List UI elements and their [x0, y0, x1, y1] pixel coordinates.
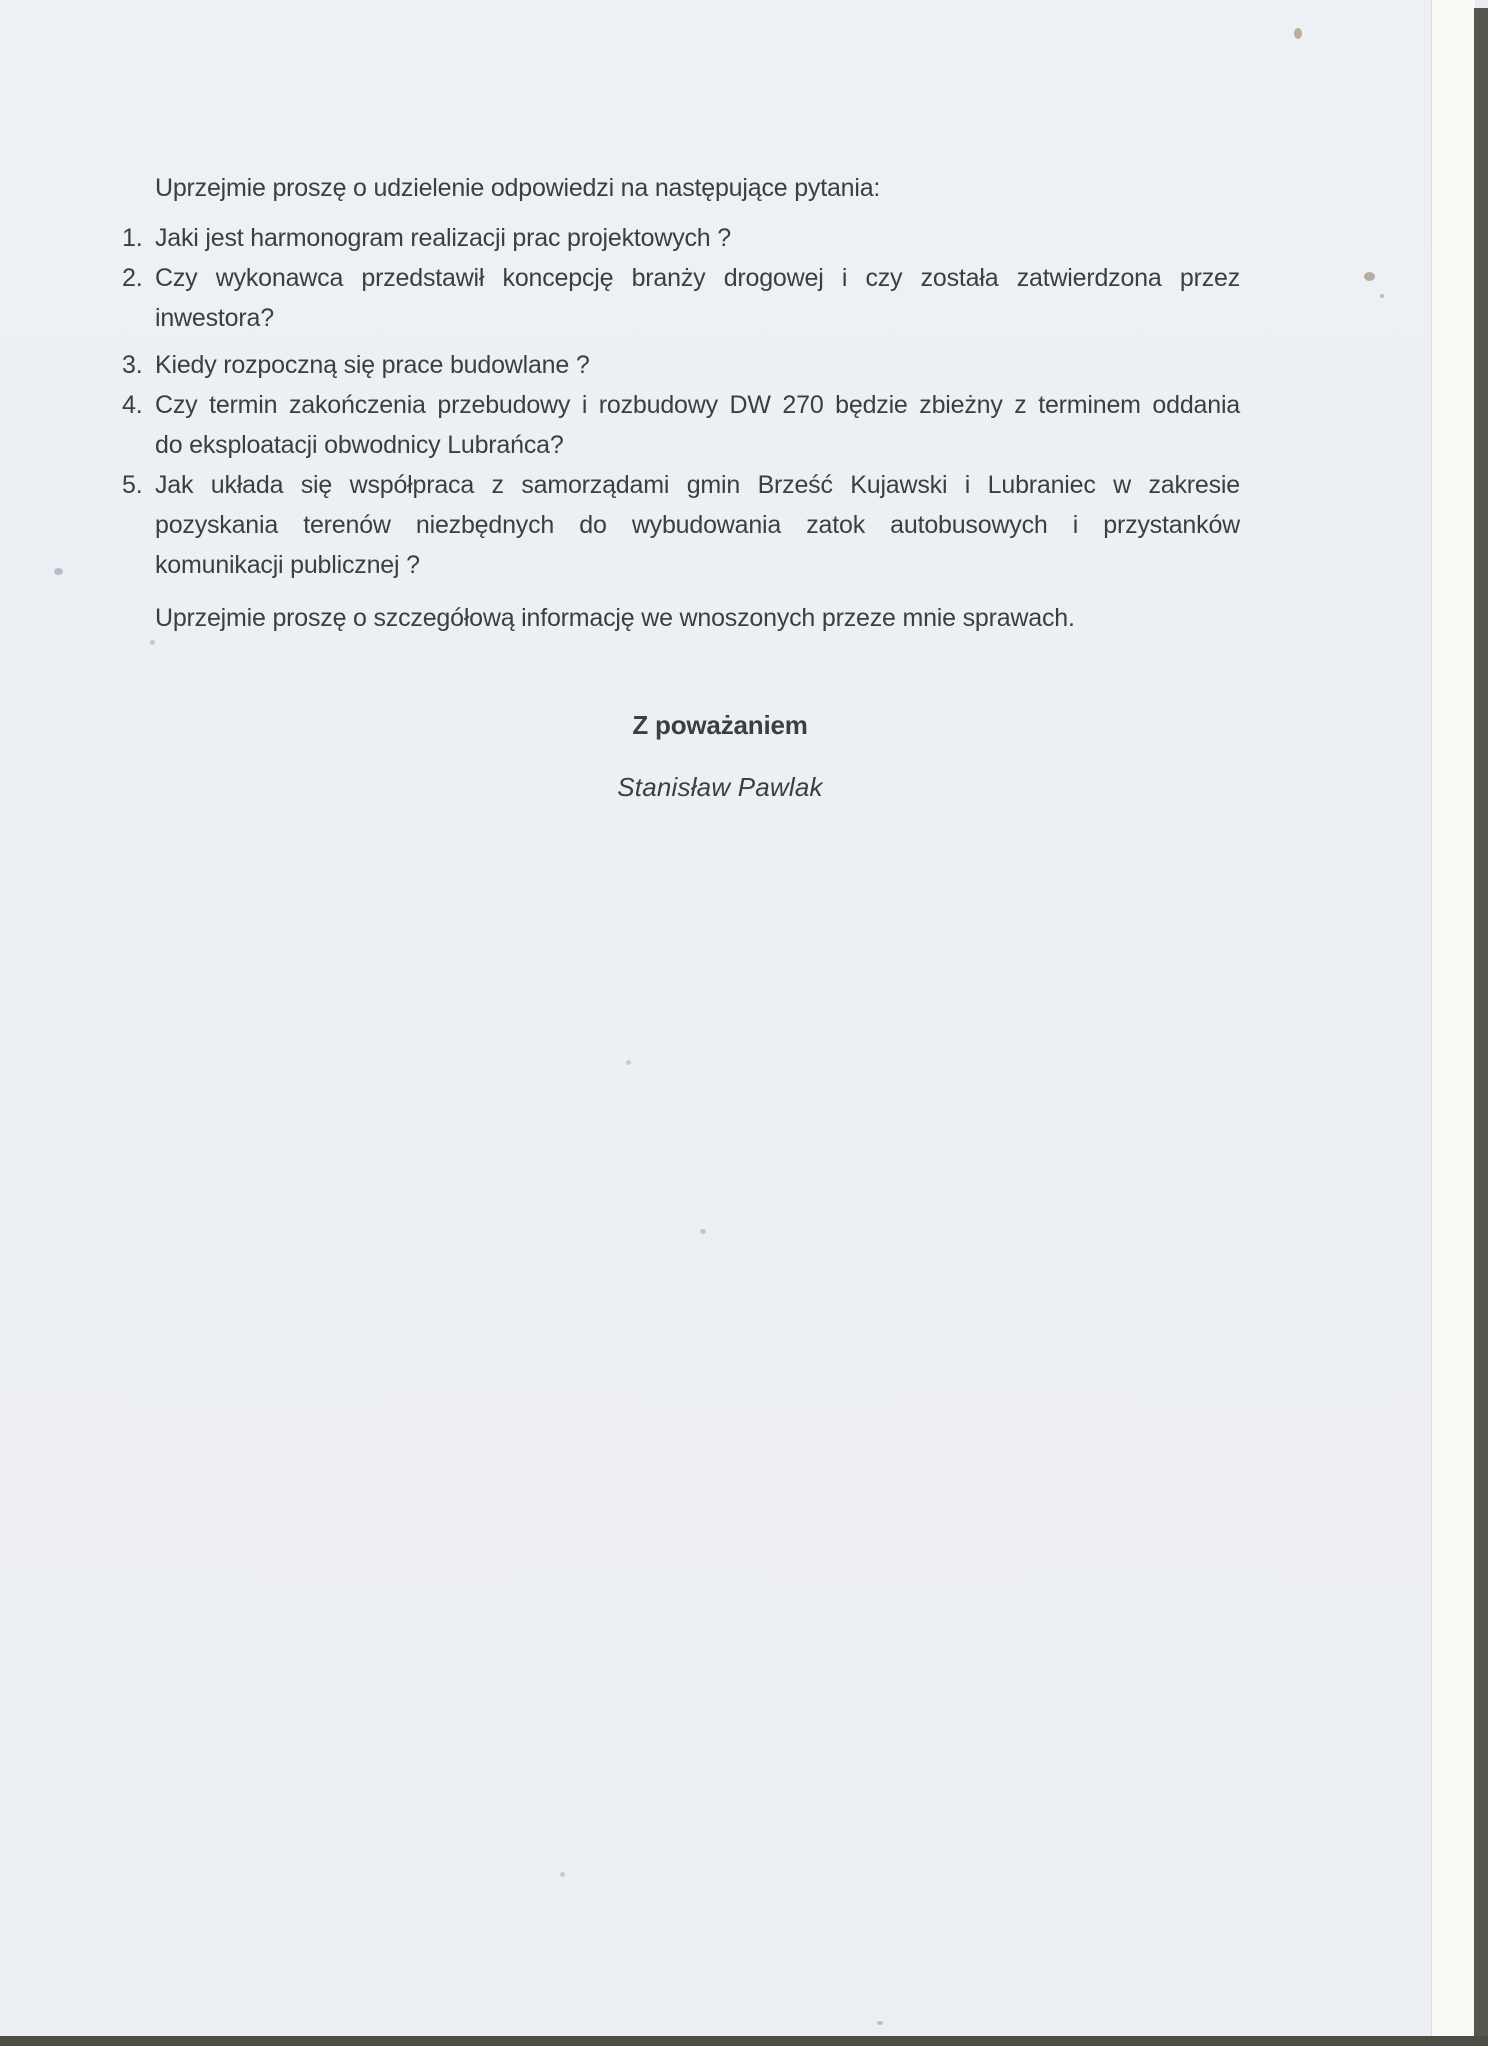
question-number: 4. — [122, 391, 143, 419]
closing-paragraph: Uprzejmie proszę o szczegółową informację we wnoszonych przeze mnie sprawach. — [155, 604, 1075, 632]
question-line: do eksploatacji obwodnicy Lubrańca? — [155, 431, 564, 459]
question-number: 1. — [122, 224, 143, 252]
question-line: Jak układa się współpraca z samorządami gmin Brześć Kujawski i Lubraniec w zakresie — [155, 471, 1240, 499]
question-line: inwestora? — [155, 304, 274, 332]
letter-body — [122, 168, 1240, 638]
question-number: 3. — [122, 351, 143, 379]
page-edge-white-strip — [1431, 0, 1475, 2046]
scan-speck — [626, 1060, 631, 1065]
question-line: Czy wykonawca przedstawił koncepcję branży drogowej i czy została zatwierdzona przez — [155, 264, 1240, 292]
question-item-5 — [122, 465, 1240, 585]
scan-speck — [1364, 272, 1375, 281]
question-item-1 — [122, 218, 1240, 258]
question-line: pozyskania terenów niezbędnych do wybudowania zatok autobusowych i przystanków — [155, 511, 1240, 539]
question-number: 5. — [122, 471, 143, 499]
scan-speck — [700, 1229, 706, 1234]
question-line: komunikacji publicznej ? — [155, 551, 420, 579]
intro-paragraph: Uprzejmie proszę o udzielenie odpowiedzi na następujące pytania: — [155, 174, 881, 202]
signature-name: Stanisław Pawlak — [617, 772, 823, 802]
question-line: Czy termin zakończenia przebudowy i rozbudowy DW 270 będzie zbieżny z terminem oddania — [155, 391, 1240, 419]
scan-speck — [560, 1872, 565, 1877]
scan-speck — [1294, 28, 1302, 39]
scan-speck — [150, 640, 155, 645]
question-item-2 — [122, 258, 1240, 338]
scan-speck — [54, 568, 63, 575]
signature-salutation: Z poważaniem — [632, 710, 808, 740]
question-item-3 — [122, 345, 1240, 385]
question-item-4 — [122, 385, 1240, 465]
question-line: Kiedy rozpoczną się prace budowlane ? — [155, 351, 590, 379]
scanner-edge-bottom — [0, 2036, 1488, 2046]
signature-block — [0, 706, 1440, 806]
question-line: Jaki jest harmonogram realizacji prac projektowych ? — [155, 224, 731, 252]
scan-speck — [877, 2021, 883, 2025]
question-number: 2. — [122, 264, 143, 292]
scanner-edge-right — [1474, 8, 1488, 2046]
scan-speck — [1380, 294, 1384, 298]
